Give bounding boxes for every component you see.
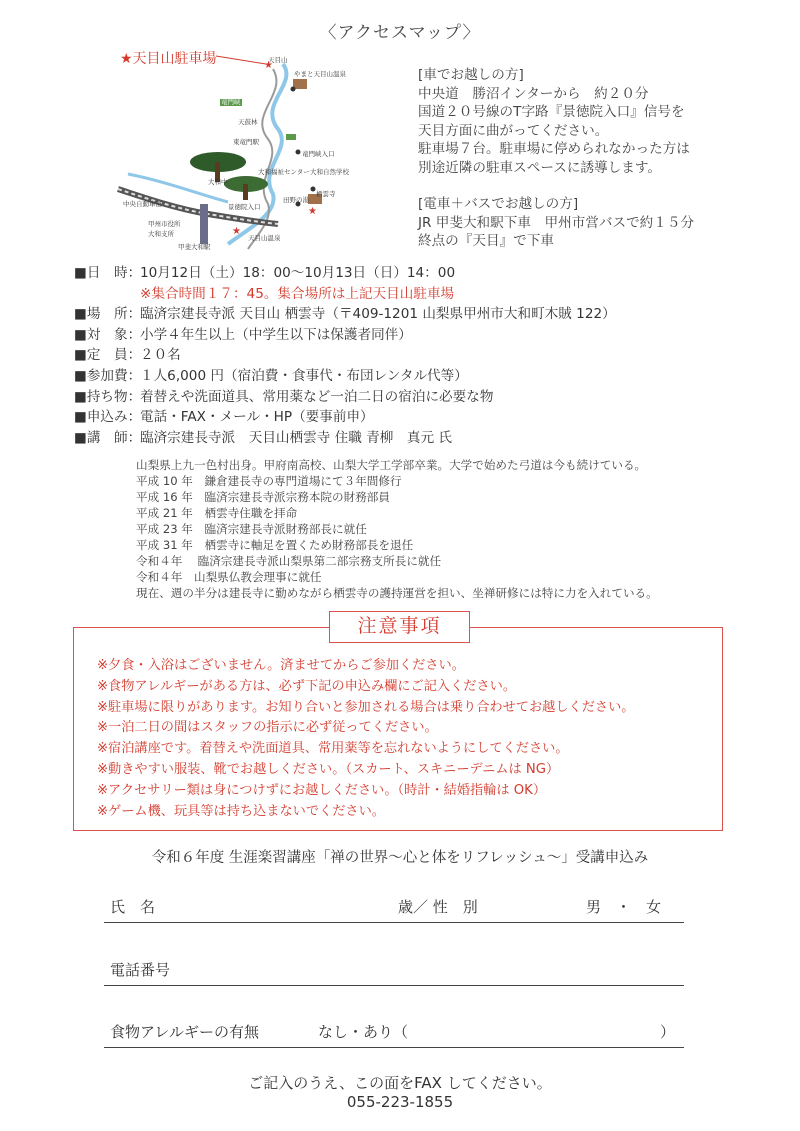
bio-line: 令和４年 臨済宗建長寺派山梨県第二部宗務支所長に就任 — [136, 554, 442, 568]
train-line: 終点の『天目』で下車 — [418, 233, 554, 249]
notice-item: ※宿泊講座です。着替えや洗面道具、常用薬等を忘れないようにしてください。 — [97, 741, 569, 757]
info-label: ■持ち物： — [74, 388, 142, 405]
info-label: ■講 師： — [74, 429, 142, 446]
notice-item: ※駐車場に限りがあります。お知り合いと参加される場合は乗り合わせてお越しください。 — [97, 699, 635, 715]
bio-line: 平成 31 年 栖雲寺に軸足を置くため財務部長を退任 — [136, 538, 414, 552]
notice-item: ※アクセサリー類は身につけずにお越しください。（時計・結婚指輪は OK） — [97, 782, 547, 798]
train-line: JR 甲斐大和駅下車 甲州市営バスで約１５分 — [418, 214, 695, 231]
name-field[interactable] — [104, 896, 684, 923]
map-label: 東竜門駅 — [233, 138, 259, 146]
car-line: 国道２０号線のT字路『景徳院入口』信号を — [418, 104, 685, 120]
notice-item: ※動きやすい服装、靴でお越しください。（スカート、スキニーデニムは NG） — [97, 761, 560, 777]
info-value: 小学４年生以上（中学生以下は保護者同伴） — [140, 326, 412, 343]
map-label: 大和中 — [208, 178, 228, 186]
phone-field[interactable] — [104, 959, 684, 986]
car-title: [車でお越しの方] — [418, 67, 524, 83]
info-row-capacity — [74, 345, 764, 366]
page-title: 〈アクセスマップ〉 — [319, 23, 481, 43]
map-label: 中央自動車道 — [123, 200, 162, 208]
access-directions — [418, 66, 778, 251]
notice-item: ※食物アレルギーがある方は、必ず下記の申込み欄にご記入ください。 — [97, 678, 517, 694]
gender-options[interactable]: 男 ・ 女 — [586, 898, 662, 916]
info-value: 臨済宗建長寺派 天目山 栖雲寺（〒409-1201 山梨県甲州市大和町木賊 122） — [140, 306, 616, 323]
bio-line: 現在、週の半分は建長寺に勤めながら栖雲寺の護持運営を担い、坐禅研修には特に力を入れている。 — [136, 586, 658, 600]
map-label: 甲州市役所 — [148, 220, 181, 228]
info-value: 着替えや洗面道具、常用薬など一泊二日の宿泊に必要な物 — [140, 388, 494, 405]
bio-line: 平成 16 年 臨済宗建長寺派宗務本院の財務部員 — [136, 490, 390, 504]
map-label: 竜門峡 — [221, 98, 241, 106]
notice-title: 注意事項 — [329, 611, 470, 643]
map-label: 大和福祉センター — [258, 168, 310, 176]
info-label: ■参加費： — [74, 367, 142, 384]
info-value: ２０名 — [140, 347, 181, 364]
info-row-place — [74, 304, 764, 325]
car-line: 別途近隣の駐車スペースに誘導します。 — [418, 159, 661, 176]
bio-line: 令和４年 山梨県仏教会理事に就任 — [136, 570, 322, 584]
map-label: 景徳院入口 — [228, 203, 261, 211]
map-label: 田野の湯 — [283, 196, 309, 204]
allergy-close-paren: ） — [660, 1023, 676, 1041]
notice-item: ※一泊二日の間はスタッフの指示に必ず従ってください。 — [97, 720, 438, 736]
access-map — [108, 44, 358, 256]
name-label: 氏 名 — [110, 898, 156, 916]
form-title: 令和６年度 生涯楽習講座「禅の世界～心と体をリフレッシュ～」受講申込み — [151, 850, 649, 866]
info-row-target — [74, 325, 764, 346]
info-row-items — [74, 387, 764, 408]
svg-text:★: ★ — [264, 60, 273, 71]
allergy-field[interactable] — [104, 1021, 684, 1048]
allergy-label: 食物アレルギーの有無 — [110, 1023, 260, 1041]
map-label: 天目山温泉 — [248, 234, 281, 242]
bio-line: 平成 23 年 臨済宗建長寺派財務部長に就任 — [136, 522, 367, 536]
notice-item: ※夕食・入浴はございません。済ませてからご参加ください。 — [97, 658, 465, 673]
fax-number: 055-223-1855 — [346, 1093, 454, 1111]
bio-line: 平成 21 年 栖雲寺住職を拝命 — [136, 506, 298, 520]
car-line: 中央道 勝沼インターから 約２０分 — [418, 85, 649, 102]
age-gender-label: 歳／ 性 別 — [398, 898, 478, 916]
event-info — [74, 263, 764, 448]
parking-star-label: ★天目山駐車場 — [120, 51, 217, 67]
car-line: 駐車場７台。駐車場に停められなかった方は — [418, 141, 690, 157]
info-value: １人6,000 円（宿泊費・食事代・布団レンタル代等） — [140, 367, 468, 384]
phone-label: 電話番号 — [110, 961, 171, 979]
map-label: やまと天目山温泉 — [294, 70, 346, 78]
car-line: 天目方面に曲がってください。 — [418, 122, 609, 139]
info-label: ■場 所： — [74, 306, 142, 323]
notice-item: ※ゲーム機、玩具等は持ち込まないでください。 — [97, 803, 385, 819]
info-row-apply — [74, 407, 764, 428]
map-label: 大和自然学校 — [310, 168, 349, 176]
map-label: 甲斐大和駅 — [178, 243, 211, 251]
info-label: ■定 員： — [74, 347, 142, 364]
lecturer-bio — [136, 457, 776, 601]
info-value: 臨済宗建長寺派 天目山栖雲寺 住職 青柳 真元 氏 — [140, 429, 453, 446]
svg-text:★: ★ — [232, 226, 241, 237]
info-value: 電話・FAX・メール・HP（要事前申） — [140, 409, 374, 426]
info-row-lecturer — [74, 428, 764, 449]
map-label: 天目山 — [268, 56, 288, 64]
notice-list — [97, 656, 717, 822]
info-value: 10月12日（土）18：00～10月13日（日）14：00 — [140, 265, 456, 281]
meeting-note: ※集合時間１７：45。集合場所は上記天目山駐車場 — [140, 285, 455, 302]
map-label: 大和支所 — [148, 230, 174, 238]
info-label: ■対 象： — [74, 326, 142, 343]
map-label: 天鼓林 — [238, 118, 258, 126]
info-label: ■日 時： — [74, 265, 142, 281]
map-label: 竜門峡入口 — [302, 150, 335, 158]
info-row-fee — [74, 366, 764, 387]
fax-instruction: ご記入のうえ、この面をFAX してください。 — [248, 1074, 552, 1092]
svg-text:★: ★ — [308, 206, 317, 217]
allergy-options[interactable]: なし・あり（ — [318, 1023, 409, 1041]
info-row-date — [74, 263, 764, 284]
info-label: ■申込み： — [74, 409, 142, 426]
train-title: [電車＋バスでお越しの方] — [418, 196, 579, 212]
map-label: 栖雲寺 — [316, 190, 336, 198]
bio-line: 平成 10 年 鎌倉建長寺の専門道場にて３年間修行 — [136, 474, 402, 488]
bio-line: 山梨県上九一色村出身。甲府南高校、山梨大学工学部卒業。大学で始めた弓道は今も続けている。 — [136, 458, 647, 472]
